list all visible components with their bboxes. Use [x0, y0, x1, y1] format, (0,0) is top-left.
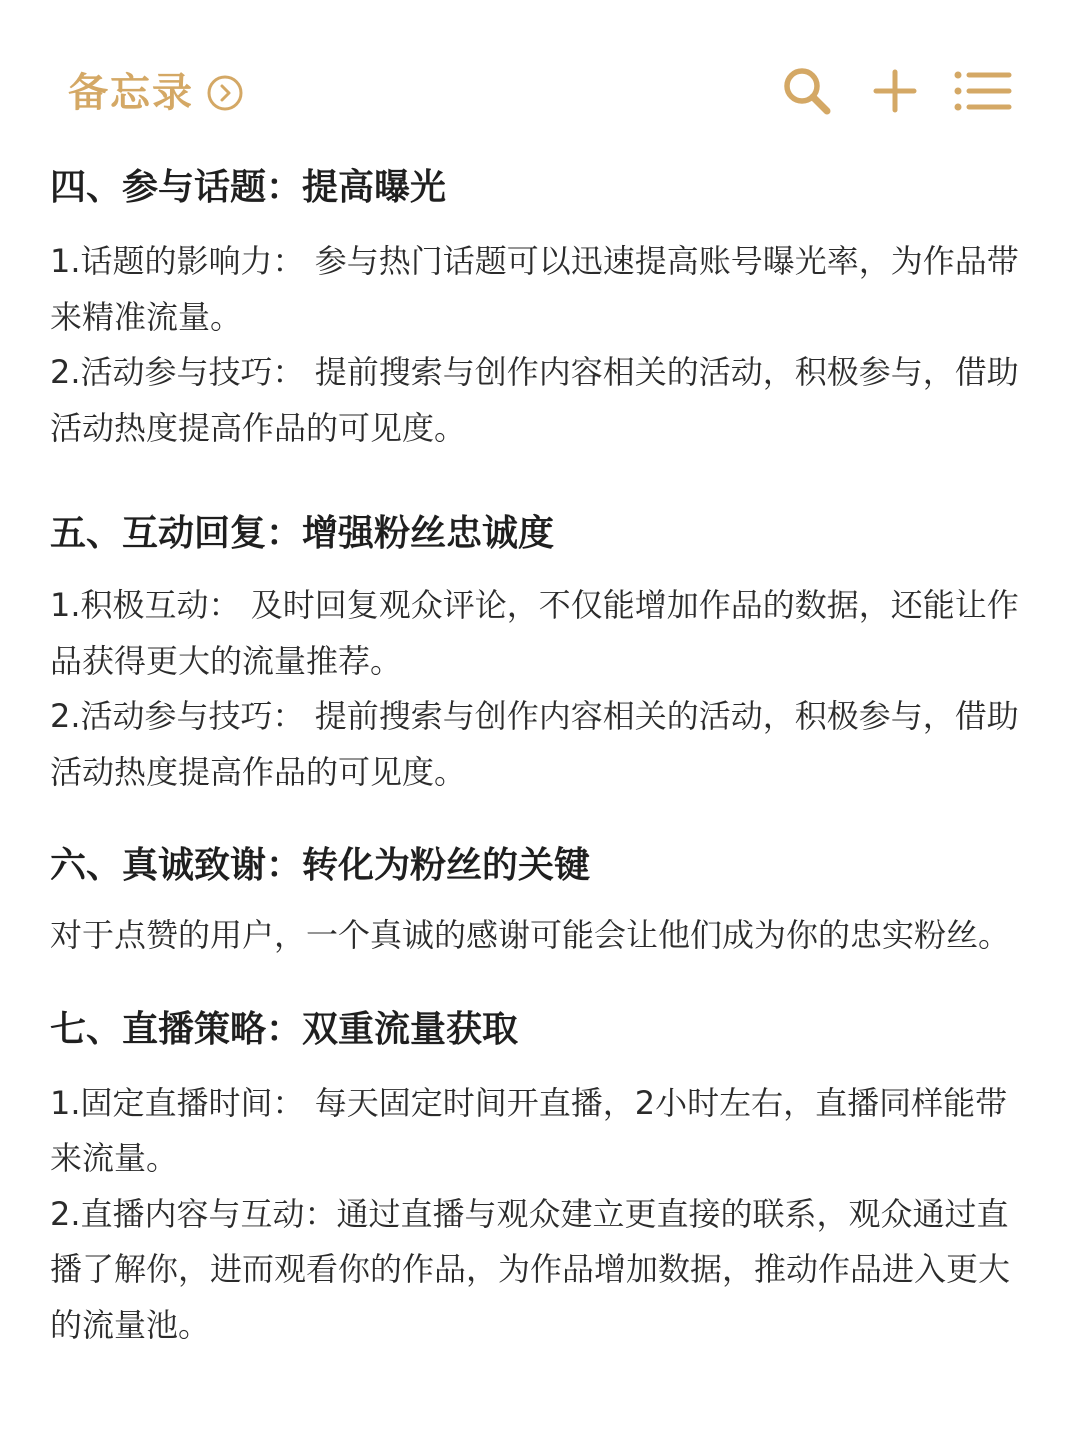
add-note-button[interactable]: [866, 64, 924, 122]
list-menu-icon: [954, 70, 1012, 116]
paragraph: 2.活动参与技巧： 提前搜索与创作内容相关的活动，积极参与，借助活动热度提高作品的可见度。: [50, 697, 1019, 791]
top-bar: [0, 0, 1080, 150]
section-heading: 四、参与话题：提高曝光: [50, 167, 447, 208]
section-sincere-thanks: [50, 838, 1035, 964]
paragraph: 1.话题的影响力： 参与热门话题可以迅速提高账号曝光率，为作品带来精准流量。: [50, 242, 1019, 336]
section-heading: 五、互动回复：增强粉丝忠诚度: [50, 513, 555, 554]
paragraph: 2.直播内容与互动：通过直播与观众建立更直接的联系，观众通过直播了解你，进而观看你的作品，为作品增加数据，推动作品进入更大的流量池。: [50, 1194, 1011, 1344]
note-body[interactable]: [50, 160, 1035, 1353]
back-to-notes-button[interactable]: [68, 66, 244, 120]
notes-back-label: 备忘录: [68, 70, 194, 116]
search-button[interactable]: [778, 64, 836, 122]
paragraph: 1.固定直播时间： 每天固定时间开直播，2小时左右，直播同样能带来流量。: [50, 1083, 1008, 1177]
section-heading: 七、直播策略：双重流量获取: [50, 1008, 519, 1050]
section-participate-topics: [50, 160, 1035, 456]
menu-button[interactable]: [954, 64, 1012, 122]
paragraph: 1.积极互动： 及时回复观众评论，不仅能增加作品的数据，还能让作品获得更大的流量推荐。: [50, 586, 1019, 680]
paragraph: 2.活动参与技巧： 提前搜索与创作内容相关的活动，积极参与，借助活动热度提高作品的可见度。: [50, 353, 1019, 447]
plus-icon: [872, 68, 918, 118]
section-interactive-reply: [50, 506, 1035, 800]
section-heading: 六、真诚致谢：转化为粉丝的关键: [50, 845, 591, 886]
section-live-strategy: [50, 1002, 1035, 1354]
paragraph: 对于点赞的用户，一个真诚的感谢可能会让他们成为你的忠实粉丝。: [50, 916, 1011, 954]
search-icon: [779, 63, 835, 123]
toolbar-actions: [778, 64, 1012, 122]
chevron-right-circle-icon: [206, 74, 244, 112]
